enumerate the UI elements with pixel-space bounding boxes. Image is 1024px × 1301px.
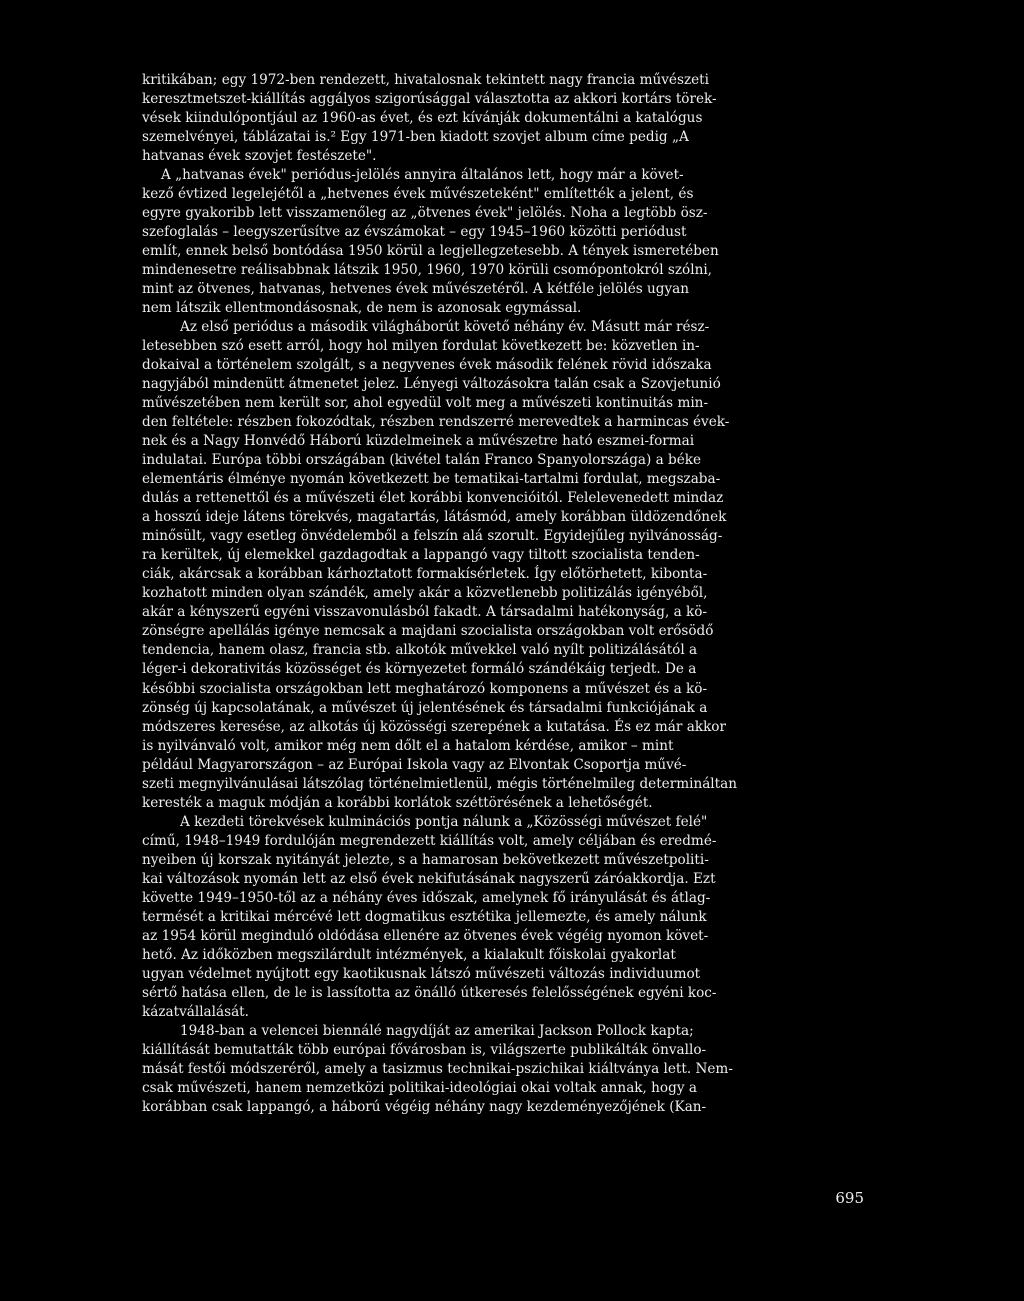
paragraph-3: Az első periódus a második világháborút követő néhány év. Másutt már rész- letesebben szó esett arról, hogy hol milyen fordulat következett be: közvetlen in- dokaival a történelem szolgált, s a negyvenes évek második felének rövid időszaka nagyjából mindenütt átmenetet jelez. Lényegi változásokra talán csak a Szovjetunió művészetében nem került sor, ahol egyedül volt meg a művészeti kontinuitás min- den feltétele: részben fokozódtak, részben rendszerré merevedtek a harmincas évek- nek és a Nagy Honvédő Háború küzdelmeinek a művészetre ható eszmei-formai indulatai. Európa többi országában (kivétel talán Franco Spanyolországa) a béke elementáris élménye nyomán következett be tematikai-tartalmi fordulat, megszaba- dulás a rettenettől és a művészeti élet korábbi konvencióitól. Felelevenedett mindaz a hosszú ideje látens törekvés, magatartás, látásmód, amely korábban üldözendőnek minősült, vagy esetleg önvédelemből a felszín alá szorult. Egyidejűleg nyilvánosság- ra kerültek, új elemekkel gazdagodtak a lappangó vagy tiltott szocialista tenden- ciák, akárcsak a korábban kárhoztatott formakísérletek. Így előtörhetett, kibonta- kozhatott minden olyan szándék, amely akár a közvetlenebb politizálás igényéből, akár a kényszerű egyéni visszavonulásból fakadt. A társadalmi hatékonyság, a kö- zönségre apellálás igénye nemcsak a majdani szocialista országokban volt erősödő tendencia, hanem olasz, francia stb. alkotók művekkel való nyílt politizálásától a léger-i dekorativitás közösséget és környezetet formáló szándékáig terjedt. De a későbbi szocialista országokban lett meghatározó komponens a művészet és a kö- zönség új kapcsolatának, a művészet új jelentésének és társadalmi funkciójának a módszeres keresése, az alkotás új közösségi szerepének a kutatása. És ez már akkor is nyilvánvaló volt, amikor még nem dőlt el a hatalom kérdése, amikor – mint például Magyarországon – az Európai Iskola vagy az Elvontak Csoportja művé- szeti megnyilvánulásai látszólag történelmietlenül, mégis történelmileg determináltan keresték a maguk módján a korábbi korlátok széttörésének a lehetőségét. bbox=[142, 319, 737, 811]
paragraph-4: A kezdeti törekvések kulminációs pontja nálunk a „Közösségi művészet felé" című, 1948–1949 fordulóján megrendezett kiállítás volt, amely céljában és eredmé- nyeiben új korszak nyitányát jelezte, s a hamarosan bekövetkezett művészetpoliti- kai változások nyomán lett az első évek nekifutásának nagyszerű záróakkordja. Ezt követte 1949–1950-től az a néhány éves időszak, amelynek fő irányulását és átlag- termését a kritikai mércévé lett dogmatikus esztétika jellemezte, és amely nálunk az 1954 körül meginduló oldódása ellenére az ötvenes évek végéig nyomon követ- hető. Az időközben megszilárdult intézmények, a kialakult főiskolai gyakorlat ugyan védelmet nyújtott egy kaotikusnak látszó művészeti változás individuumot sértő hatása ellen, de le is lassította az önálló útkeresés felelősségének egyéni koc- kázatvállalását. bbox=[142, 813, 717, 1020]
body-text bbox=[142, 71, 864, 1117]
paragraph-1: kritikában; egy 1972-ben rendezett, hivatalosnak tekintett nagy francia művészeti keresztmetszet-kiállítás aggályos szigorúsággal választotta az akkori kortárs törek- vések kiindulópontjául az 1960-as évet, és ezt kívánják dokumentálni a katalógus szemelvényei, táblázatai is.² Egy 1971-ben kiadott szovjet album címe pedig „A hatvanas évek szovjet festészete". bbox=[142, 72, 717, 165]
paragraph-2: A „hatvanas évek" periódus-jelölés annyira általános lett, hogy már a követ- kező évtized legelejétől a „hetvenes évek művészeteként" említették a jelent, és egyre gyakoribb lett visszamenőleg az „ötvenes évek" jelölés. Noha a legtöbb ösz- szefoglalás – leegyszerűsítve az évszámokat – egy 1945–1960 közötti periódust említ, ennek belső bontódása 1950 körül a legjellegzetesebb. A tények ismeretében mindenesetre reálisabbnak látszik 1950, 1960, 1970 körüli csomópontokról szólni, mint az ötvenes, hatvanas, hetvenes évek művészetéről. A kétféle jelölés ugyan nem látszik ellentmondásosnak, de nem is azonosak egymással. bbox=[142, 167, 719, 317]
page-number: 695 bbox=[835, 1189, 864, 1207]
paragraph-5: 1948-ban a velencei biennálé nagydíját az amerikai Jackson Pollock kapta; kiállítását bemutatták több európai fővárosban is, világszerte publikálták önvallo- mását festői módszeréről, amely a tasizmus technikai-pszichikai kiáltványa lett. Nem- csak művészeti, hanem nemzetközi politikai-ideológiai okai voltak annak, hogy a korábban csak lappangó, a háború végéig néhány nagy kezdeményezőjének (Kan- bbox=[142, 1022, 733, 1115]
